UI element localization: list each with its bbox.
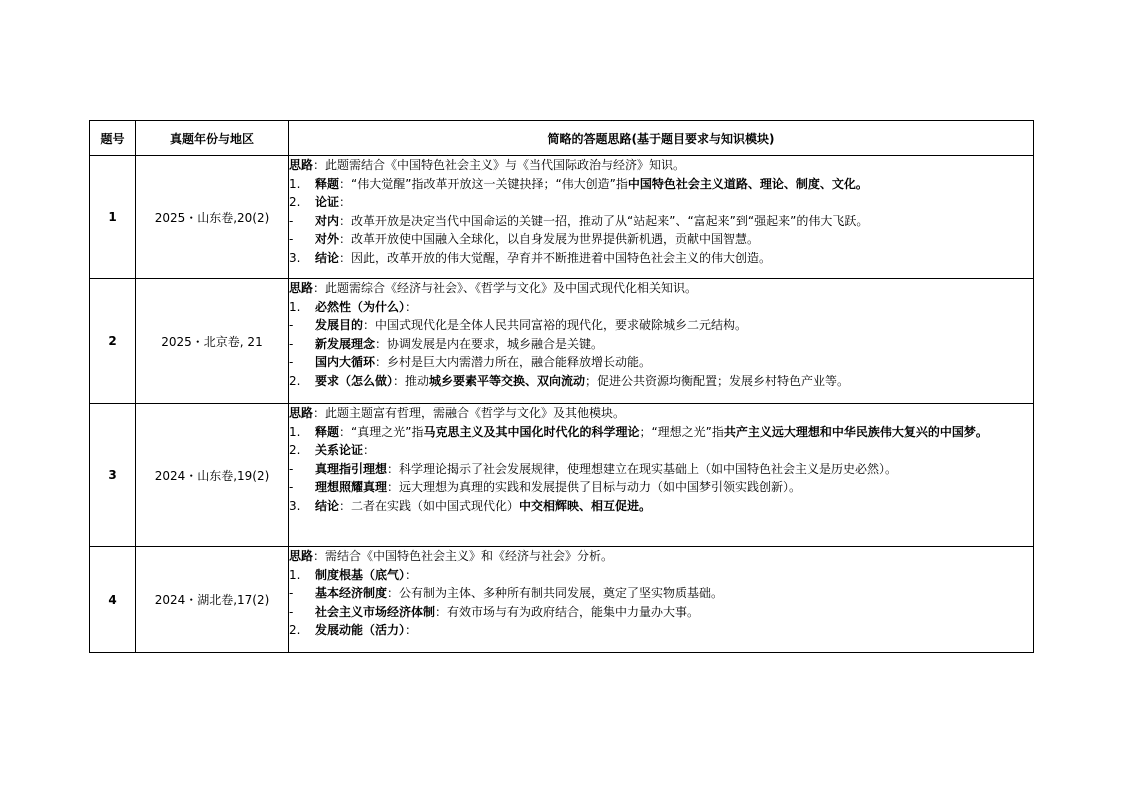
answer-line: 1. 释题：“真理之光”指马克思主义及其中国化时代化的科学理论；“理想之光”指共产主义远大理想和中华民族伟大复兴的中国梦。: [289, 424, 988, 439]
table-row: [90, 547, 1034, 653]
answer-line: 2. 论证：: [289, 195, 352, 209]
answer-line: - 发展目的：中国式现代化是全体人民共同富裕的现代化，要求破除城乡二元结构。: [289, 318, 748, 332]
answer-line: 1. 必然性（为什么）：: [289, 299, 418, 314]
table-row: [90, 404, 1034, 547]
exam-year-region: 2024・湖北卷,17(2): [136, 547, 289, 653]
answer-line: 3. 结论：因此，改革开放的伟大觉醒，孕育并不断推进着中国特色社会主义的伟大创造。: [289, 250, 772, 265]
answer-line: - 基本经济制度：公有制为主体、多种所有制共同发展，奠定了坚实物质基础。: [289, 586, 724, 600]
answer-line: 1. 制度根基（底气）：: [289, 567, 418, 582]
header-year: 真题年份与地区: [136, 121, 289, 156]
header-num: 题号: [90, 121, 136, 156]
answer-cell: [289, 156, 1034, 279]
question-number: 4: [90, 547, 136, 653]
answer-line: - 对外：改革开放使中国融入全球化，以自身发展为世界提供新机遇，贡献中国智慧。: [289, 232, 760, 246]
exam-year-region: 2025・山东卷,20(2): [136, 156, 289, 279]
question-number: 2: [90, 279, 136, 404]
answer-line: - 国内大循环：乡村是巨大内需潜力所在，融合能释放增长动能。: [289, 355, 652, 369]
exam-year-region: 2025・北京卷, 21: [136, 279, 289, 404]
header-answer: 简略的答题思路(基于题目要求与知识模块): [289, 121, 1034, 156]
exam-year-region: 2024・山东卷,19(2): [136, 404, 289, 547]
answer-line: - 真理指引理想：科学理论揭示了社会发展规律，使理想建立在现实基础上（如中国特色社会主义是历史必然）。: [289, 461, 898, 476]
question-number: 3: [90, 404, 136, 547]
answer-line: 3. 结论：二者在实践（如中国式现代化）中交相辉映、相互促进。: [289, 498, 652, 513]
answer-line: - 对内：改革开放是决定当代中国命运的关键一招，推动了从“站起来”、“富起来”到“强起来”的伟大飞跃。: [289, 213, 869, 228]
answer-cell: [289, 404, 1034, 547]
answer-cell: [289, 547, 1034, 653]
answer-line: 思路：需结合《中国特色社会主义》和《经济与社会》分析。: [289, 549, 614, 563]
answer-line: - 理想照耀真理：远大理想为真理的实践和发展提供了目标与动力（如中国梦引领实践创新）。: [289, 480, 802, 494]
answer-line: 思路：此题主题富有哲理，需融合《哲学与文化》及其他模块。: [289, 406, 626, 420]
question-number: 1: [90, 156, 136, 279]
answer-line: - 社会主义市场经济体制：有效市场与有为政府结合，能集中力量办大事。: [289, 604, 700, 619]
answer-line: 2. 发展动能（活力）：: [289, 623, 418, 637]
table-header-row: [90, 121, 1034, 156]
table-row: [90, 279, 1034, 404]
answer-line: 思路：此题需综合《经济与社会》、《哲学与文化》及中国式现代化相关知识。: [289, 281, 698, 295]
answer-line: 2. 要求（怎么做）：推动城乡要素平等交换、双向流动；促进公共资源均衡配置；发展乡村特色产业等。: [289, 373, 850, 388]
table-row: [90, 156, 1034, 279]
answer-line: 2. 关系论证：: [289, 443, 376, 457]
answer-line: 1. 释题：“伟大觉醒”指改革开放这一关键抉择；“伟大创造”指中国特色社会主义道路、理论、制度、文化。: [289, 176, 868, 191]
answer-line: - 新发展理念：协调发展是内在要求，城乡融合是关键。: [289, 336, 604, 351]
answer-table: [89, 120, 1034, 653]
answer-cell: [289, 279, 1034, 404]
answer-line: 思路：此题需结合《中国特色社会主义》与《当代国际政治与经济》知识。: [289, 158, 686, 172]
